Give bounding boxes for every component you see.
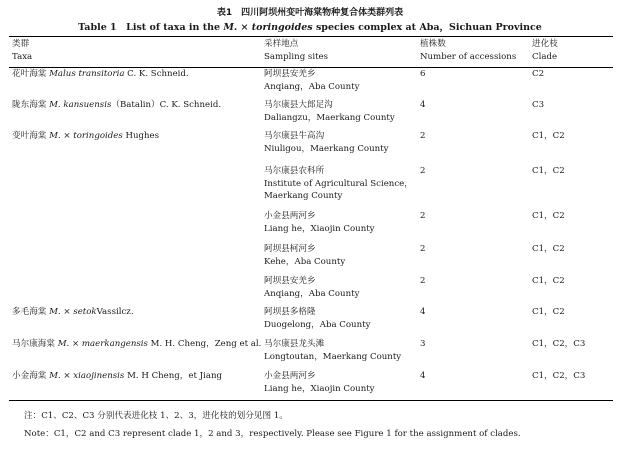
row-3-clade: C1，C2 [532,131,565,141]
taxon-latin: Malus transitoria [49,69,125,79]
row-6-site [264,243,345,268]
row-4-count: 2 [420,166,426,176]
taxon-latin: M. × maerkangensis [57,339,148,349]
site-zh: 马尔康县龙头滩 [264,339,325,349]
taxon-author: Hughes [122,131,160,141]
row-10-count: 4 [420,371,426,381]
row-9-taxon [12,338,261,351]
row-4-site [264,165,413,203]
caption-en-suffix: species complex at Aba，Sichuan Province [312,22,542,33]
site-zh: 马尔康县牛高沟 [264,131,325,141]
note-en: Note：C1，C2 and C3 represent clade 1，2 and 3，respectively. Please see Figure 1 for the assignment of clades. [24,429,521,439]
table-caption-zh: 表1 四川阿坝州变叶海棠物种复合体类群列表 [216,8,404,18]
row-2-clade: C3 [532,100,545,110]
row-1-count: 6 [420,69,426,79]
row-1-clade: C2 [532,69,545,79]
row-7-clade: C1，C2 [532,276,565,286]
row-8-count: 4 [420,307,426,317]
taxon-latin: M. × setok [49,307,97,317]
taxon-zh: 马尔康海棠 [12,339,58,349]
taxon-author: M. H Cheng，et Jiang [124,371,223,381]
site-zh: 小金县两河乡 [264,211,316,221]
taxon-author: M. H. Cheng，Zeng et al. [147,339,262,349]
site-zh: 阿坝县多格隆 [264,307,316,317]
header-sites-en: Sampling sites [264,51,329,62]
row-8-clade: C1，C2 [532,307,565,317]
taxon-author: （Batalin）C. K. Schneid. [111,100,222,110]
site-en: Anqiang，Aba County [264,288,360,299]
table-bottom-rule [9,400,613,401]
site-en: Liang he，Xiaojin County [264,223,375,234]
note-zh: 注：C1、C2、C3 分别代表进化枝 1、2、3，进化枝的划分见图 1。 [24,411,288,421]
site-zh: 小金县两河乡 [264,371,316,381]
taxon-latin: M. × xiaojinensis [49,371,125,381]
taxon-latin: M. kansuensis [49,100,112,110]
row-2-taxon [12,99,221,112]
taxon-author: C. K. Schneid. [124,69,189,79]
site-zh: 马尔康县农科所 [264,166,325,176]
header-sites-zh: 采样地点 [264,39,299,49]
row-5-count: 2 [420,211,426,221]
row-7-count: 2 [420,276,426,286]
site-en: Liang he，Xiaojin County [264,383,375,394]
row-10-clade: C1，C2，C3 [532,371,586,381]
site-en: Duogelong，Aba County [264,319,371,330]
header-accessions-zh: 植株数 [420,39,446,49]
taxon-zh: 多毛海棠 [12,307,50,317]
row-8-taxon [12,306,134,319]
row-1-taxon [12,68,189,81]
site-en: Anqiang，Aba County [264,81,360,92]
row-6-count: 2 [420,244,426,254]
header-taxa-en: Taxa [12,51,33,62]
header-taxa [12,38,32,63]
site-en: Daliangzu，Maerkang County [264,112,395,123]
header-sites [264,38,328,63]
row-2-site [264,99,395,124]
header-accessions-en: Number of accessions [420,51,517,62]
site-en: Longtoutan，Maerkang County [264,351,402,362]
row-6-clade: C1，C2 [532,244,565,254]
row-1-site [264,68,359,93]
row-9-site [264,338,401,363]
row-2-count: 4 [420,100,426,110]
site-en: Institute of Agricultural Science， [264,178,413,189]
site-zh: 阿坝县安羌乡 [264,276,316,286]
caption-en-prefix: Table 1 List of taxa in the [78,22,224,33]
taxon-zh: 小金海棠 [12,371,50,381]
taxon-zh: 变叶海棠 [12,131,50,141]
site-en: Kehe，Aba County [264,256,346,267]
row-10-site [264,370,375,395]
site-zh: 马尔康县大郎足沟 [264,100,333,110]
row-10-taxon [12,370,222,383]
row-5-clade: C1，C2 [532,211,565,221]
header-clade-en: Clade [532,51,558,62]
taxon-zh: 花叶海棠 [12,69,50,79]
header-clade [532,38,558,63]
row-8-site [264,306,370,331]
row-4-clade: C1，C2 [532,166,565,176]
header-accessions [420,38,516,63]
site-en: Niuligou，Maerkang County [264,143,389,154]
header-clade-zh: 进化枝 [532,39,558,49]
row-7-site [264,275,359,300]
row-9-clade: C1，C2，C3 [532,339,586,349]
row-3-site [264,130,388,155]
caption-en-taxon: M. × toringoides [223,22,313,33]
site-zh: 阿坝县柯河乡 [264,244,316,254]
row-3-count: 2 [420,131,426,141]
taxon-author: Vassilcz. [96,307,134,317]
table-caption-en [0,19,620,33]
site-en-cont: Maerkang County [264,191,343,201]
row-5-site [264,210,375,235]
taxon-zh: 陇东海棠 [12,100,50,110]
row-9-count: 3 [420,339,426,349]
header-taxa-zh: 类群 [12,39,30,49]
row-3-taxon [12,130,159,143]
taxon-latin: M. × toringoides [49,131,123,141]
site-zh: 阿坝县安羌乡 [264,69,316,79]
